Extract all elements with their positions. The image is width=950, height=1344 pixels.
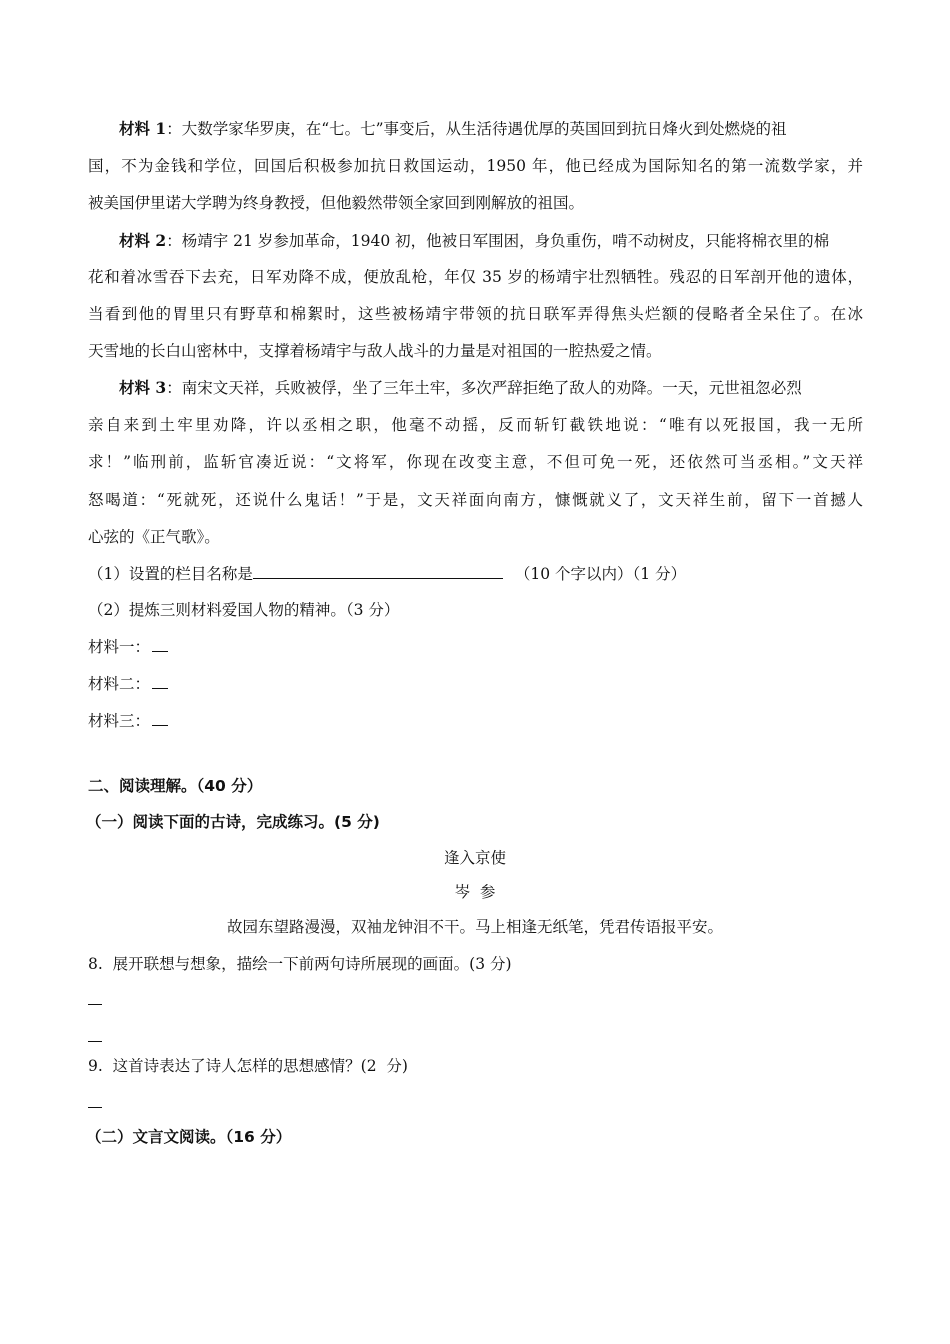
- poem-author: 岑 参: [454, 883, 496, 901]
- part-2-title: （二）文言文阅读。（16 分）: [86, 1128, 292, 1146]
- question-1: （1）设置的栏目名称是 （10 个字以内）（1 分）: [88, 565, 687, 583]
- answer-blank-3[interactable]: [152, 711, 168, 726]
- q9-answer-line[interactable]: [88, 1107, 102, 1108]
- material1-line2: 国，不为金钱和学位，回国后积极参加抗日救国运动，1950 年，他已经成为国际知名的第一流数学家，并: [88, 157, 863, 175]
- material2-line1: 材料 2：杨靖宇 21 岁参加革命，1940 初，他被日军围困，身负重伤，啃不动树皮，只能将棉衣里的棉: [119, 231, 830, 250]
- poem-title: 逢入京使: [443, 849, 506, 867]
- material2-line2: 花和着冰雪吞下去充，日军劝降不成，便放乱枪，年仅 35 岁的杨靖宇壮烈牺牲。残忍的日军剖开他的遗体，: [88, 268, 863, 286]
- answer-material-1: 材料一：: [88, 637, 168, 657]
- answer-blank-2[interactable]: [152, 674, 168, 689]
- q8-answer-line-2[interactable]: [88, 1041, 102, 1042]
- q1-answer-blank[interactable]: [253, 564, 503, 579]
- material3-line3: 求！”临刑前，监斩官凑近说：“文将军，你现在改变主意，不但可免一死，还依然可当丞相。”文天祥: [88, 453, 863, 471]
- answer-material-3: 材料三：: [88, 711, 168, 731]
- question-9: 9. 这首诗表达了诗人怎样的思想感情？(2 分): [88, 1057, 408, 1075]
- material1-label: 材料 1: [119, 119, 167, 138]
- material2-label: 材料 2: [119, 231, 167, 250]
- answer-blank-1[interactable]: [152, 637, 168, 652]
- material2-line3: 当看到他的胃里只有野草和棉絮时，这些被杨靖宇带领的抗日联军弄得焦头烂额的侵略者全呆住了。在冰: [88, 305, 863, 323]
- material3-line2: 亲自来到土牢里劝降，许以丞相之职，他毫不动摇，反而斩钉截铁地说：“唯有以死报国，我一无所: [88, 416, 863, 434]
- question-2: （2）提炼三则材料爱国人物的精神。（3 分）: [88, 601, 400, 619]
- material2-line4: 天雪地的长白山密林中，支撑着杨靖宇与敌人战斗的力量是对祖国的一腔热爱之情。: [88, 342, 662, 360]
- part-1-title: （一）阅读下面的古诗，完成练习。(5 分): [86, 813, 380, 831]
- material1-line3: 被美国伊里诺大学聘为终身教授，但他毅然带领全家回到刚解放的祖国。: [88, 194, 585, 212]
- section-2-title: 二、阅读理解。（40 分）: [88, 777, 263, 795]
- poem-body: 故园东望路漫漫，双袖龙钟泪不干。马上相逢无纸笔，凭君传语报平安。: [226, 918, 723, 936]
- material3-line5: 心弦的《正气歌》。: [88, 528, 220, 546]
- answer-material-2: 材料二：: [88, 674, 168, 694]
- q8-answer-line-1[interactable]: [88, 1004, 102, 1005]
- material3-line1: 材料 3：南宋文天祥，兵败被俘，坐了三年土牢，多次严辞拒绝了敌人的劝降。一天，元世祖忽必烈: [119, 378, 802, 397]
- question-8: 8. 展开联想与想象，描绘一下前两句诗所展现的画面。(3 分): [88, 955, 512, 973]
- material3-label: 材料 3: [119, 378, 167, 397]
- material3-line4: 怒喝道：“死就死，还说什么鬼话！”于是，文天祥面向南方，慷慨就义了，文天祥生前，留下一首撼人: [88, 491, 863, 509]
- material1-line1: 材料 1：大数学家华罗庚，在“七。七”事变后，从生活待遇优厚的英国回到抗日烽火到处燃烧的祖: [119, 119, 787, 138]
